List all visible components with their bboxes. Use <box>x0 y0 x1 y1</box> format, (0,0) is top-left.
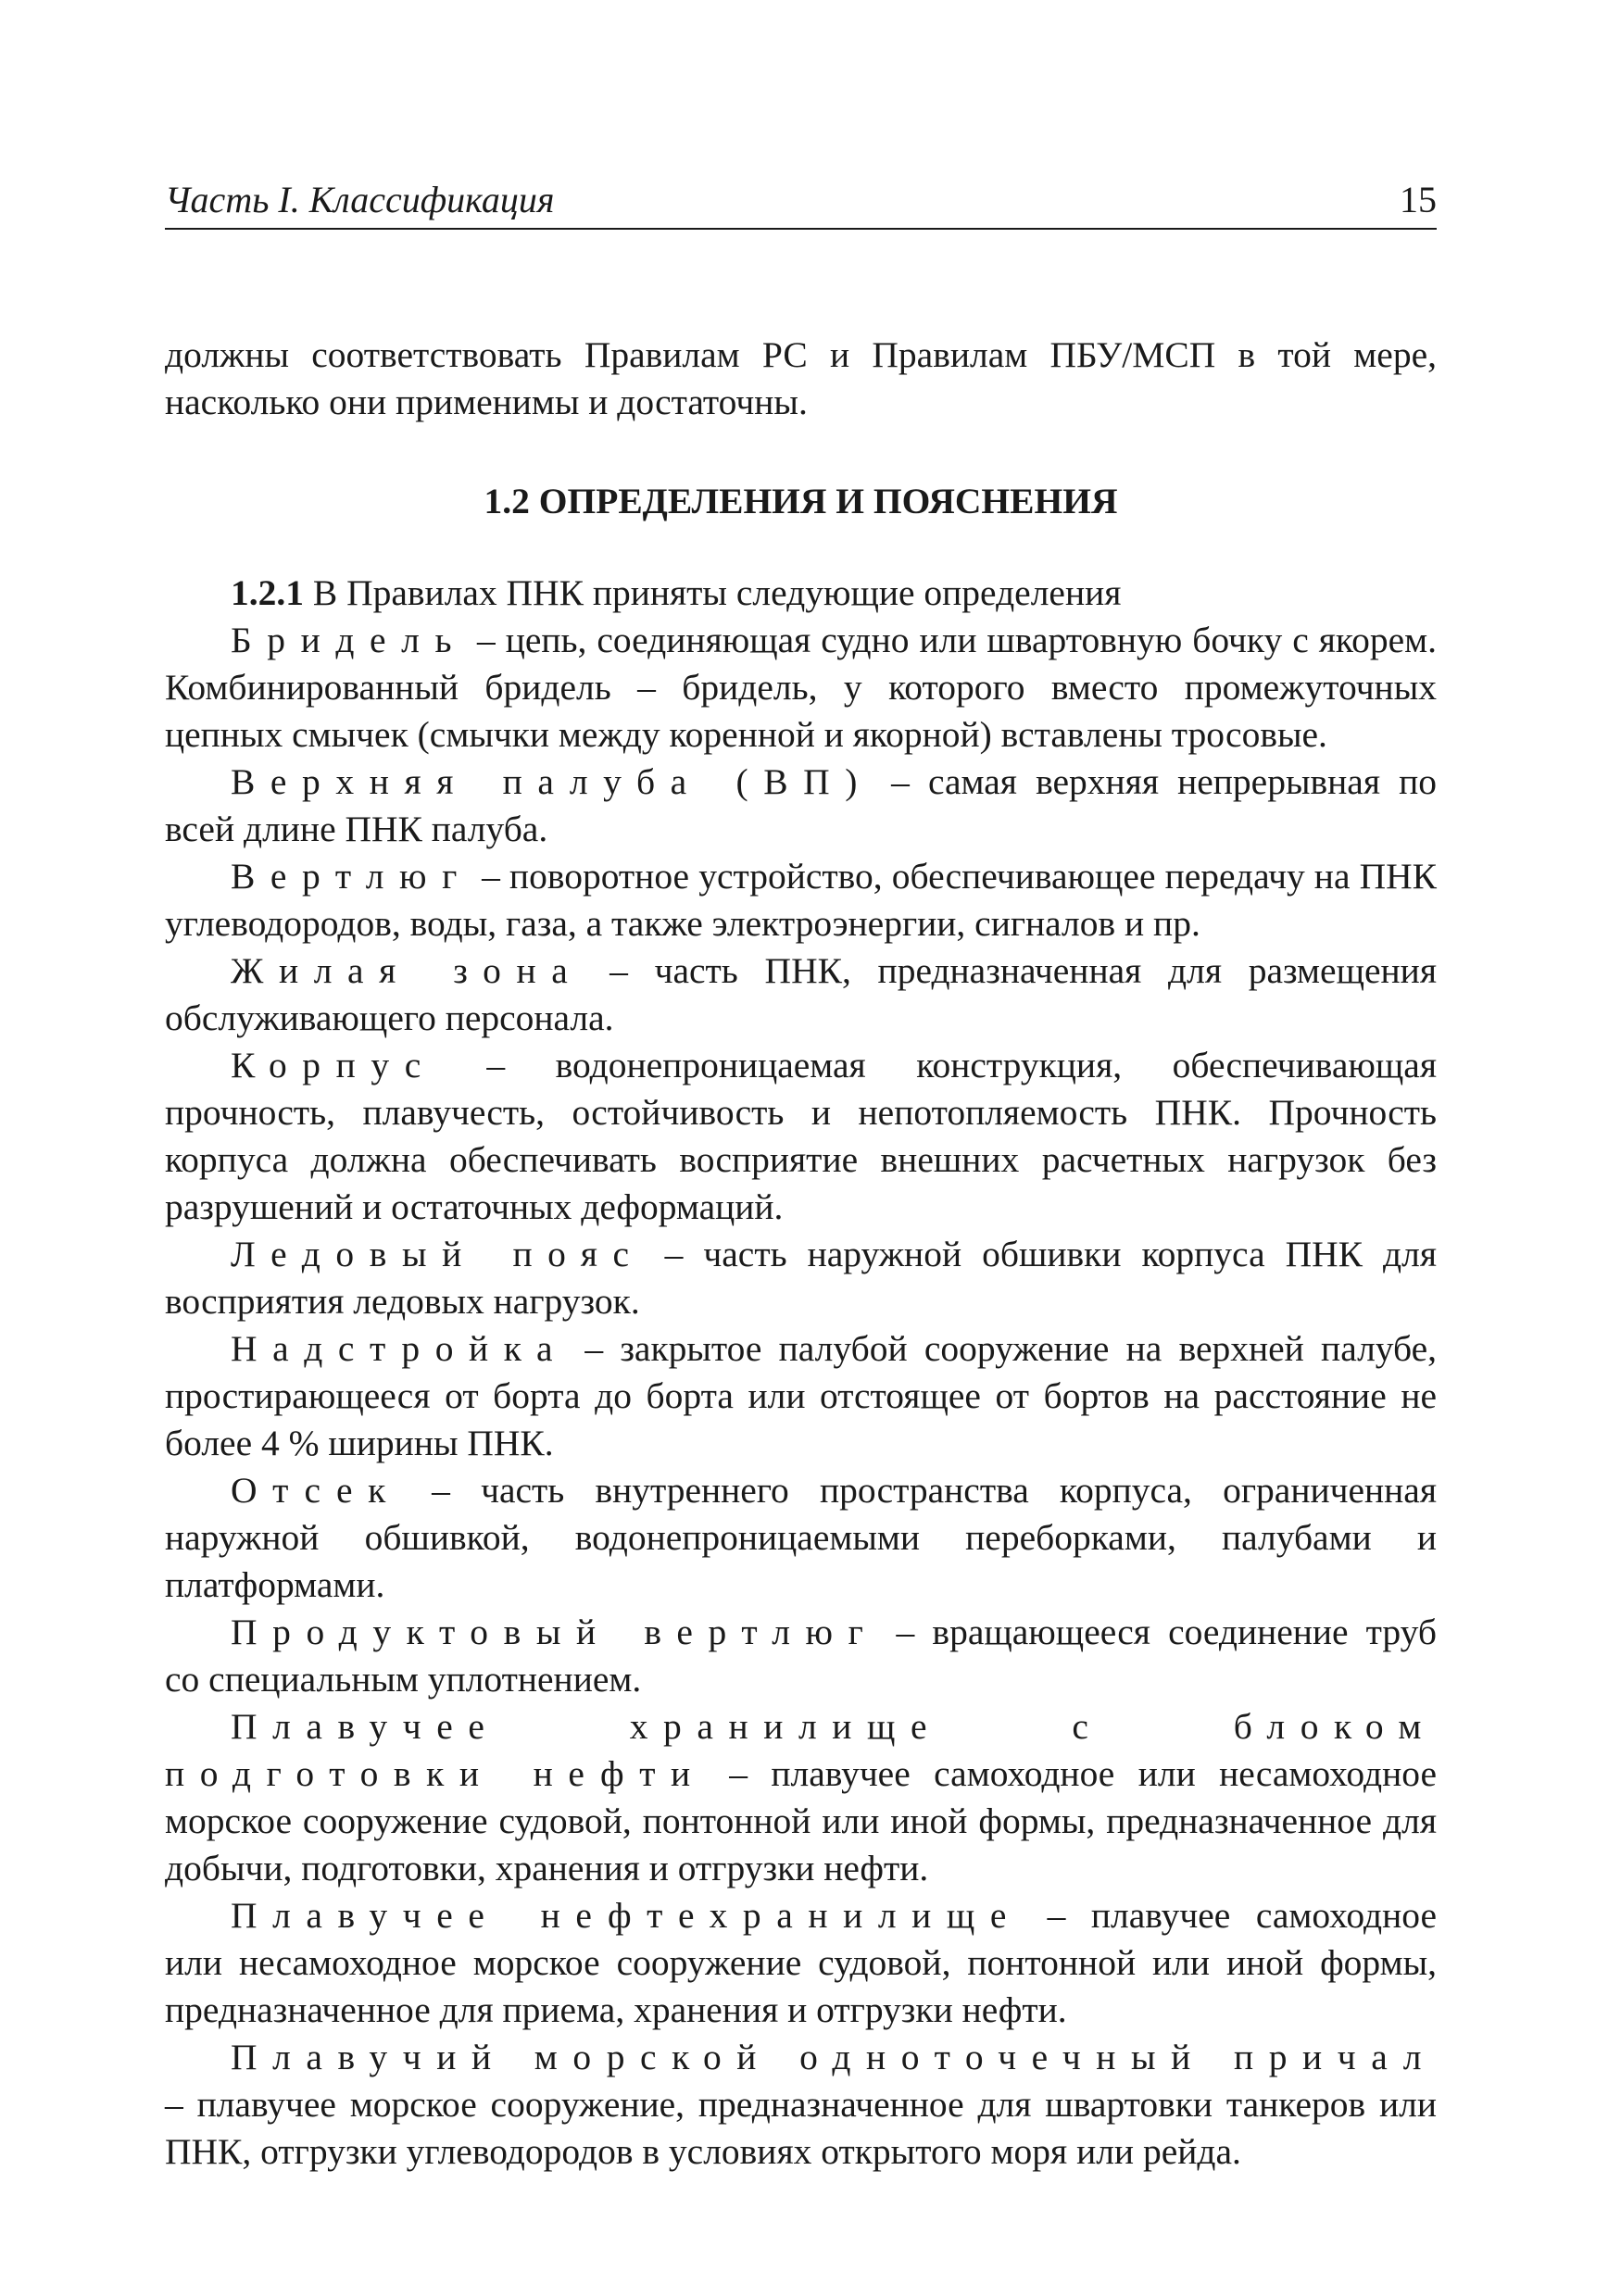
definition-text: – плавучее морское сооружение, предназначенное для швартовки танкеров или ПНК, отгрузки углеводородов в условиях открытого моря или рейда. <box>165 2084 1437 2172</box>
definition-item <box>165 1467 1437 1609</box>
definition-term: Плавучее хранилище с блоком подготовки нефти <box>165 1706 1437 1794</box>
running-head <box>165 176 1437 224</box>
header-title: Часть I. Классификация <box>165 179 555 220</box>
definition-term: Отсек <box>231 1470 401 1511</box>
definition-text: – вращающееся соединение труб со специальным уплотнением. <box>165 1612 1437 1700</box>
definition-item <box>165 947 1437 1042</box>
definition-text: – часть ПНК, предназначенная для размещения обслуживающего персонала. <box>165 950 1437 1038</box>
definition-text: – плавучее самоходное или несамоходное морское сооружение судовой, понтонной или иной формы, предназначенное для приема, хранения и отгрузки нефти. <box>165 1895 1437 2030</box>
paragraph-text: В Правилах ПНК приняты следующие определения <box>304 572 1122 613</box>
definition-text: – плавучее самоходное или несамоходное морское сооружение судовой, понтонной или иной формы, предназначенное для добычи, подготовки, хранения и отгрузки нефти. <box>165 1753 1437 1888</box>
intro-paragraph: должны соответствовать Правилам РС и Правилам ПБУ/МСП в той мере, насколько они применимы и достаточны. <box>165 334 1437 422</box>
definition-item <box>165 853 1437 947</box>
definition-text: – цепь, соединяющая судно или швартовную бочку с якорем. Комбинированный бридель – бридель, у которого вместо промежуточных цепных смычек (смычки между коренной и якорной) вставлены тросовые. <box>165 620 1437 755</box>
definition-text: – часть наружной обшивки корпуса ПНК для восприятия ледовых нагрузок. <box>165 1234 1438 1322</box>
definition-item <box>165 1703 1437 1892</box>
paragraph-1-2-1 <box>165 570 1437 617</box>
page-number: 15 <box>1400 179 1437 220</box>
definition-item <box>165 617 1437 759</box>
definition-item <box>165 1892 1437 2034</box>
definition-term: Корпус <box>231 1045 436 1085</box>
definition-term: Плавучий морской одноточечный причал <box>231 2037 1437 2077</box>
definition-text: – закрытое палубой сооружение на верхней палубе, простирающееся от борта до борта или отстоящее от бортов на расстояние не более 4 % ширины ПНК. <box>165 1328 1437 1463</box>
body-text <box>165 332 1437 2176</box>
section-heading: 1.2 ОПРЕДЕЛЕНИЯ И ПОЯСНЕНИЯ <box>484 481 1118 521</box>
definition-item <box>165 1231 1437 1325</box>
paragraph-number: 1.2.1 <box>231 572 304 613</box>
definition-term: Ледовый пояс <box>231 1234 645 1274</box>
definition-text: – водонепроницаемая конструкция, обеспечивающая прочность, плавучесть, остойчивость и непотопляемость ПНК. Прочность корпуса должна обеспечивать восприятие внешних расчетных нагрузок без разрушений и остаточных деформаций. <box>165 1045 1437 1227</box>
definition-term: Жилая зона <box>231 950 584 991</box>
definition-item <box>165 1609 1437 1703</box>
definition-text: – поворотное устройство, обеспечивающее передачу на ПНК углеводородов, воды, газа, а также электроэнергии, сигналов и пр. <box>165 856 1437 944</box>
definition-item <box>165 759 1437 853</box>
definition-text: – часть внутреннего пространства корпуса, ограниченная наружной обшивкой, водонепроницаемыми переборками, палубами и платформами. <box>165 1470 1437 1605</box>
definition-item <box>165 2034 1437 2176</box>
definition-item <box>165 1325 1437 1467</box>
definition-term: Вертлюг <box>231 856 472 897</box>
header-rule <box>165 228 1437 230</box>
definition-term: Надстройка <box>231 1328 569 1369</box>
definition-item <box>165 1042 1437 1231</box>
definition-term: Плавучее нефтехранилище <box>231 1895 1023 1936</box>
definition-term: Продуктовый вертлюг <box>231 1612 879 1652</box>
definition-text: – самая верхняя непрерывная по всей длине ПНК палуба. <box>165 761 1437 849</box>
definition-term: Верхняя палуба (ВП) <box>231 761 873 802</box>
definition-term: Бридель <box>231 620 468 660</box>
